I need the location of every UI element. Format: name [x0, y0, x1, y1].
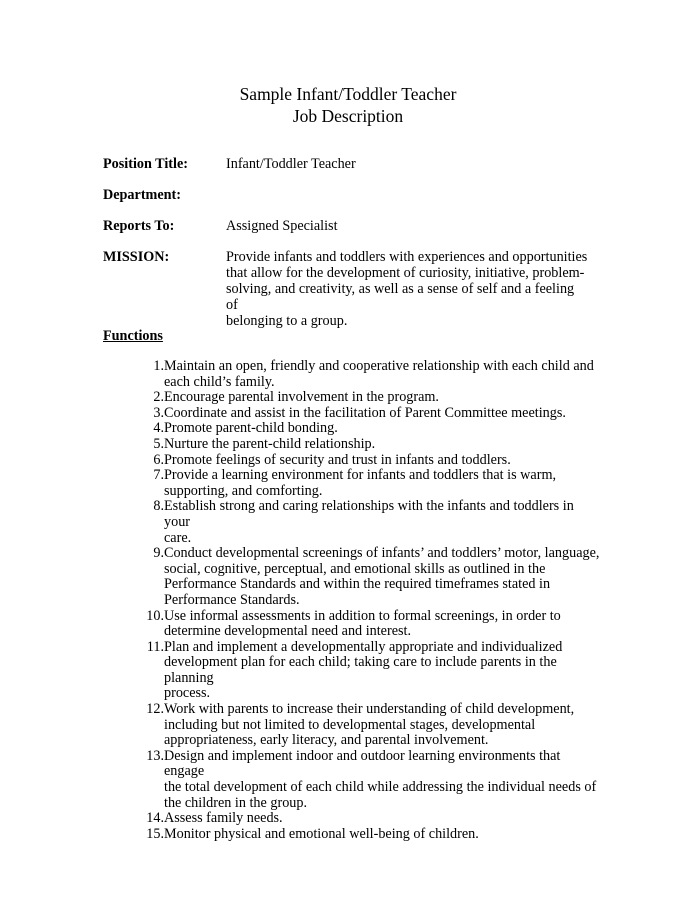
list-item [130, 702, 600, 749]
list-item-text: Promote parent-child bonding. [164, 420, 338, 437]
list-item [130, 811, 600, 827]
list-item [130, 609, 600, 640]
list-item-number: 7. [153, 467, 164, 484]
list-item-number: 8. [153, 498, 164, 515]
reports-to-value: Assigned Specialist [226, 218, 338, 234]
list-item [130, 359, 600, 390]
list-item-number: 14. [146, 810, 164, 827]
mission-label: MISSION: [103, 249, 170, 265]
list-item-number: 9. [153, 545, 164, 562]
list-item [130, 546, 600, 608]
reports-to-label: Reports To: [103, 218, 175, 234]
list-item [130, 468, 600, 499]
list-item-text: Conduct developmental screenings of infants’ and toddlers’ motor, language, social, cognitive, perceptual, and emotional skills as outlined in the Performance Standards and within the required timeframes stated in Performance Standards. [164, 545, 600, 608]
list-item-number: 2. [153, 389, 164, 406]
functions-list [130, 359, 600, 842]
list-item-number: 15. [146, 825, 164, 842]
list-item-number: 4. [153, 420, 164, 437]
mission-text: Provide infants and toddlers with experiences and opportunities that allow for the development of curiosity, initiative, problem- solving, and creativity, as well as a sense of self and a feeling of belonging to a group. [226, 249, 588, 329]
list-item [130, 437, 600, 453]
list-item-text: Nurture the parent-child relationship. [164, 435, 376, 452]
list-item-text: Monitor physical and emotional well-being of children. [164, 825, 479, 842]
list-item-text: Design and implement indoor and outdoor learning environments that engage the total development of each child while addressing the individual needs of the children in the group. [164, 747, 597, 811]
list-item-number: 13. [146, 747, 164, 764]
list-item-number: 1. [153, 358, 164, 374]
list-item-text: Encourage parental involvement in the program. [164, 389, 439, 406]
department-label: Department: [103, 187, 182, 203]
list-item [130, 453, 600, 469]
document-subtitle: Job Description [292, 106, 404, 126]
document-title: Sample Infant/Toddler Teacher [239, 84, 457, 104]
list-item-text: Establish strong and caring relationships with the infants and toddlers in your care. [164, 498, 574, 546]
list-item [130, 406, 600, 422]
list-item [130, 827, 600, 843]
functions-heading: Functions [103, 328, 163, 344]
list-item [130, 499, 600, 546]
list-item [130, 421, 600, 437]
list-item-text: Maintain an open, friendly and cooperative relationship with each child and each child’s family. [164, 358, 594, 390]
list-item-number: 11. [146, 638, 164, 655]
list-item-number: 3. [153, 404, 164, 421]
list-item-number: 5. [153, 435, 164, 452]
list-item [130, 640, 600, 702]
list-item-number: 6. [153, 451, 164, 468]
list-item-text: Plan and implement a developmentally appropriate and individualized development plan for each child; taking care to include parents in the planning process. [164, 638, 563, 702]
list-item-text: Provide a learning environment for infants and toddlers that is warm, supporting, and comforting. [164, 467, 557, 499]
list-item-number: 10. [146, 607, 164, 624]
list-item [130, 390, 600, 406]
position-title-label: Position Title: [103, 156, 188, 172]
list-item-text: Assess family needs. [164, 810, 283, 827]
list-item-text: Promote feelings of security and trust in infants and toddlers. [164, 451, 511, 468]
position-title-value: Infant/Toddler Teacher [226, 156, 356, 172]
list-item [130, 749, 600, 811]
list-item-text: Coordinate and assist in the facilitation of Parent Committee meetings. [164, 404, 566, 421]
list-item-number: 12. [146, 701, 164, 718]
list-item-text: Use informal assessments in addition to formal screenings, in order to determine developmental need and interest. [164, 607, 561, 640]
list-item-text: Work with parents to increase their understanding of child development, including but not limited to developmental stages, developmental appropriateness, early literacy, and parental involvement. [164, 701, 575, 749]
